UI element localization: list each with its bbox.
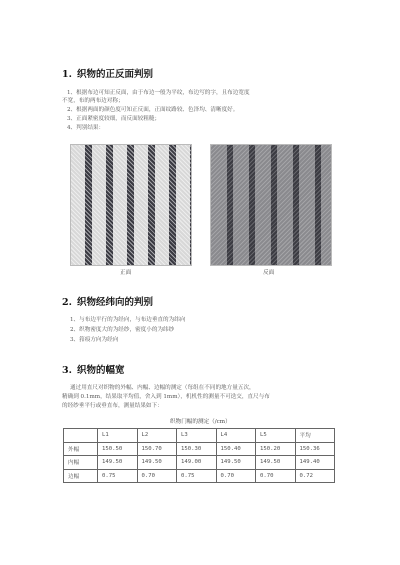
header-cell [64, 429, 98, 443]
table-cell: 150.36 [295, 442, 335, 456]
section-2-line-2: 2、织物密度大的为经纱，密度小的为纬纱 [70, 327, 175, 333]
section-1-number: 1. [62, 69, 72, 80]
section-1-heading [62, 66, 153, 80]
section-3-line-3: 的经纱垂平行或垂直布，测量结果如下： [62, 403, 163, 409]
table-row [64, 456, 335, 470]
section-1-line-2: 不宽，布的两布边对称； [62, 98, 124, 104]
section-2-line-1: 1、与布边平行的为经向，与布边垂直的为纬向 [70, 317, 186, 323]
table-cell: 149.00 [177, 456, 217, 470]
header-cell: L5 [256, 429, 296, 443]
table-cell: 149.50 [137, 456, 177, 470]
front-caption: 正面 [120, 270, 132, 276]
table-caption: 织物门幅的测定（/cm） [170, 419, 231, 425]
section-1-title: 织物的正反面判别 [77, 69, 154, 80]
section-2-line-3: 3、筘痕方向为经向 [70, 337, 119, 343]
table-row [64, 442, 335, 456]
section-2-heading [62, 294, 153, 308]
table-cell: 149.50 [256, 456, 296, 470]
table-row [64, 469, 335, 483]
header-cell: L1 [98, 429, 138, 443]
table-cell: 149.50 [98, 456, 138, 470]
row-label: 外幅 [64, 442, 98, 456]
fabric-back-image [210, 144, 332, 266]
table-cell: 0.75 [177, 469, 217, 483]
table-cell: 150.40 [216, 442, 256, 456]
table-cell: 0.70 [256, 469, 296, 483]
section-2-number: 2. [62, 297, 72, 308]
header-cell: L2 [137, 429, 177, 443]
width-measurement-table [63, 428, 335, 483]
row-label: 边幅 [64, 469, 98, 483]
table-cell: 150.30 [177, 442, 217, 456]
section-3-heading [62, 362, 125, 376]
table-header-row [64, 429, 335, 443]
table-cell: 150.70 [137, 442, 177, 456]
table-cell: 149.40 [295, 456, 335, 470]
section-3-line-1: 通过用直尺对织物的外幅、内幅、边幅的测定（每组在不同的地方量五次， [70, 385, 255, 391]
table-cell: 150.20 [256, 442, 296, 456]
header-cell: 平均 [295, 429, 335, 443]
table-cell: 0.70 [137, 469, 177, 483]
section-1-line-5: 4、判别结果： [67, 125, 105, 131]
table-cell: 0.75 [98, 469, 138, 483]
section-1-line-3: 2、根据两面的颜色度可知正反面，正面纹路较、色泽均、清晰度好。 [67, 107, 239, 113]
table-cell: 149.50 [216, 456, 256, 470]
header-cell: L4 [216, 429, 256, 443]
table-cell: 0.72 [295, 469, 335, 483]
section-1-line-4: 3、正面紧密度较细，而反面较粗糙； [67, 116, 161, 122]
table-cell: 150.50 [98, 442, 138, 456]
fabric-front-image [70, 144, 192, 266]
header-cell: L3 [177, 429, 217, 443]
row-label: 内幅 [64, 456, 98, 470]
section-2-title: 织物经纬向的判别 [77, 297, 154, 308]
section-3-title: 织物的幅宽 [77, 365, 125, 376]
section-3-number: 3. [62, 365, 72, 376]
section-3-line-2: 精确到 0.1mm，结果取平均值，舍入到 1mm），机机性的测量不可迭交，直尺与布 [62, 394, 270, 400]
section-1-line-1: 1、根据布边可知正反面，由于布边一般为平纹，布边写的字，且布边宽度 [67, 90, 250, 96]
back-caption: 反面 [263, 270, 275, 276]
table-cell: 0.70 [216, 469, 256, 483]
